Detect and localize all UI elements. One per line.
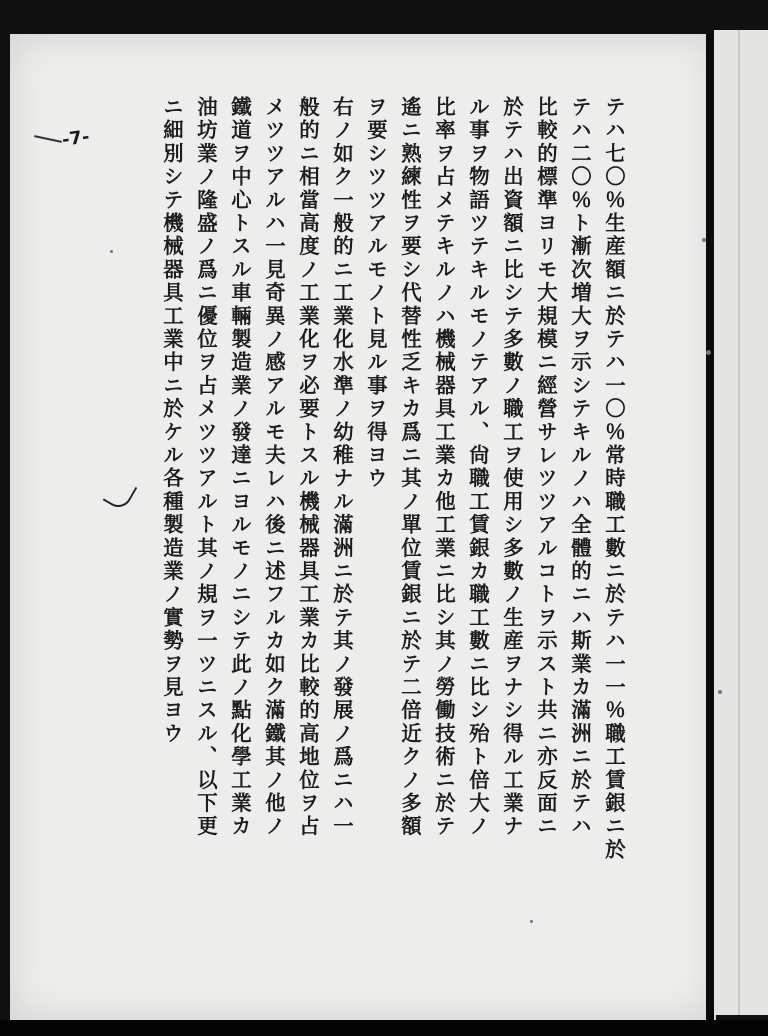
scan-speck (110, 250, 113, 253)
text-line: ニ細別シテ機械器具工業中ニ於ケル各種製造業ノ實勢ヲ見ヨウ (160, 96, 184, 746)
text-line: 右ノ如ク一般的ニ工業化水準ノ幼稚ナル滿洲ニ於テ其ノ發展ノ爲ニハ一 (330, 96, 354, 839)
scan-speck (706, 350, 711, 355)
text-line: メツツアルハ一見奇異ノ感アルモ夫レハ後ニ述フルカ如ク滿鐵其ノ他ノ (262, 96, 286, 839)
text-line: 般的ニ相當高度ノ工業化ヲ必要トスル機械器具工業カ比較的高地位ヲ占 (296, 96, 320, 839)
text-line: 遙ニ熟練性ヲ要シ代替性乏キカ爲ニ其ノ單位賃銀ニ於テ二倍近クノ多額 (398, 96, 422, 839)
scan-border (0, 1020, 768, 1036)
text-line: ル事ヲ物語ツテキルモノテアル、尙職工賃銀カ職工數ニ比シ殆ト倍大ノ (466, 96, 490, 839)
text-line: テハ二〇％ト漸次増大ヲ示シテキルノハ全體的ニハ斯業カ滿洲ニ於テハ (568, 96, 592, 839)
text-line: 比較的標準ヨリモ大規模ニ經營サレツツアルコトヲ示スト共ニ亦反面ニ (534, 96, 558, 839)
text-line: テハ七〇％生産額ニ於テハ一〇％常時職工數ニ於テハ一一％職工賃銀ニ於 (602, 96, 626, 862)
adjacent-page-edge (714, 30, 768, 1015)
scan-speck (530, 920, 533, 923)
text-line: 鐵道ヲ中心トスル車輛製造業ノ發達ニヨルモノニシテ此ノ點化學工業カ (228, 96, 252, 839)
page-number: -7- (60, 126, 91, 151)
text-line: 比率ヲ占メテキルノハ機械器具工業カ他工業ニ比シ其ノ勞働技術ニ於テ (432, 96, 456, 839)
text-line: ヲ要シツツアルモノト見ル事ヲ得ヨウ (364, 96, 388, 491)
text-line: 油坊業ノ隆盛ノ爲ニ優位ヲ占メツツアルト其ノ規ヲ一ツニスル、以下更 (194, 96, 218, 839)
scan-speck (702, 238, 706, 242)
adjacent-page-crease (738, 30, 740, 1015)
book-spine (706, 34, 714, 1020)
scan-speck (718, 690, 722, 694)
text-line: 於テハ出資額ニ比シテ多數ノ職工ヲ使用シ多數ノ生産ヲナシ得ル工業ナ (500, 96, 524, 839)
